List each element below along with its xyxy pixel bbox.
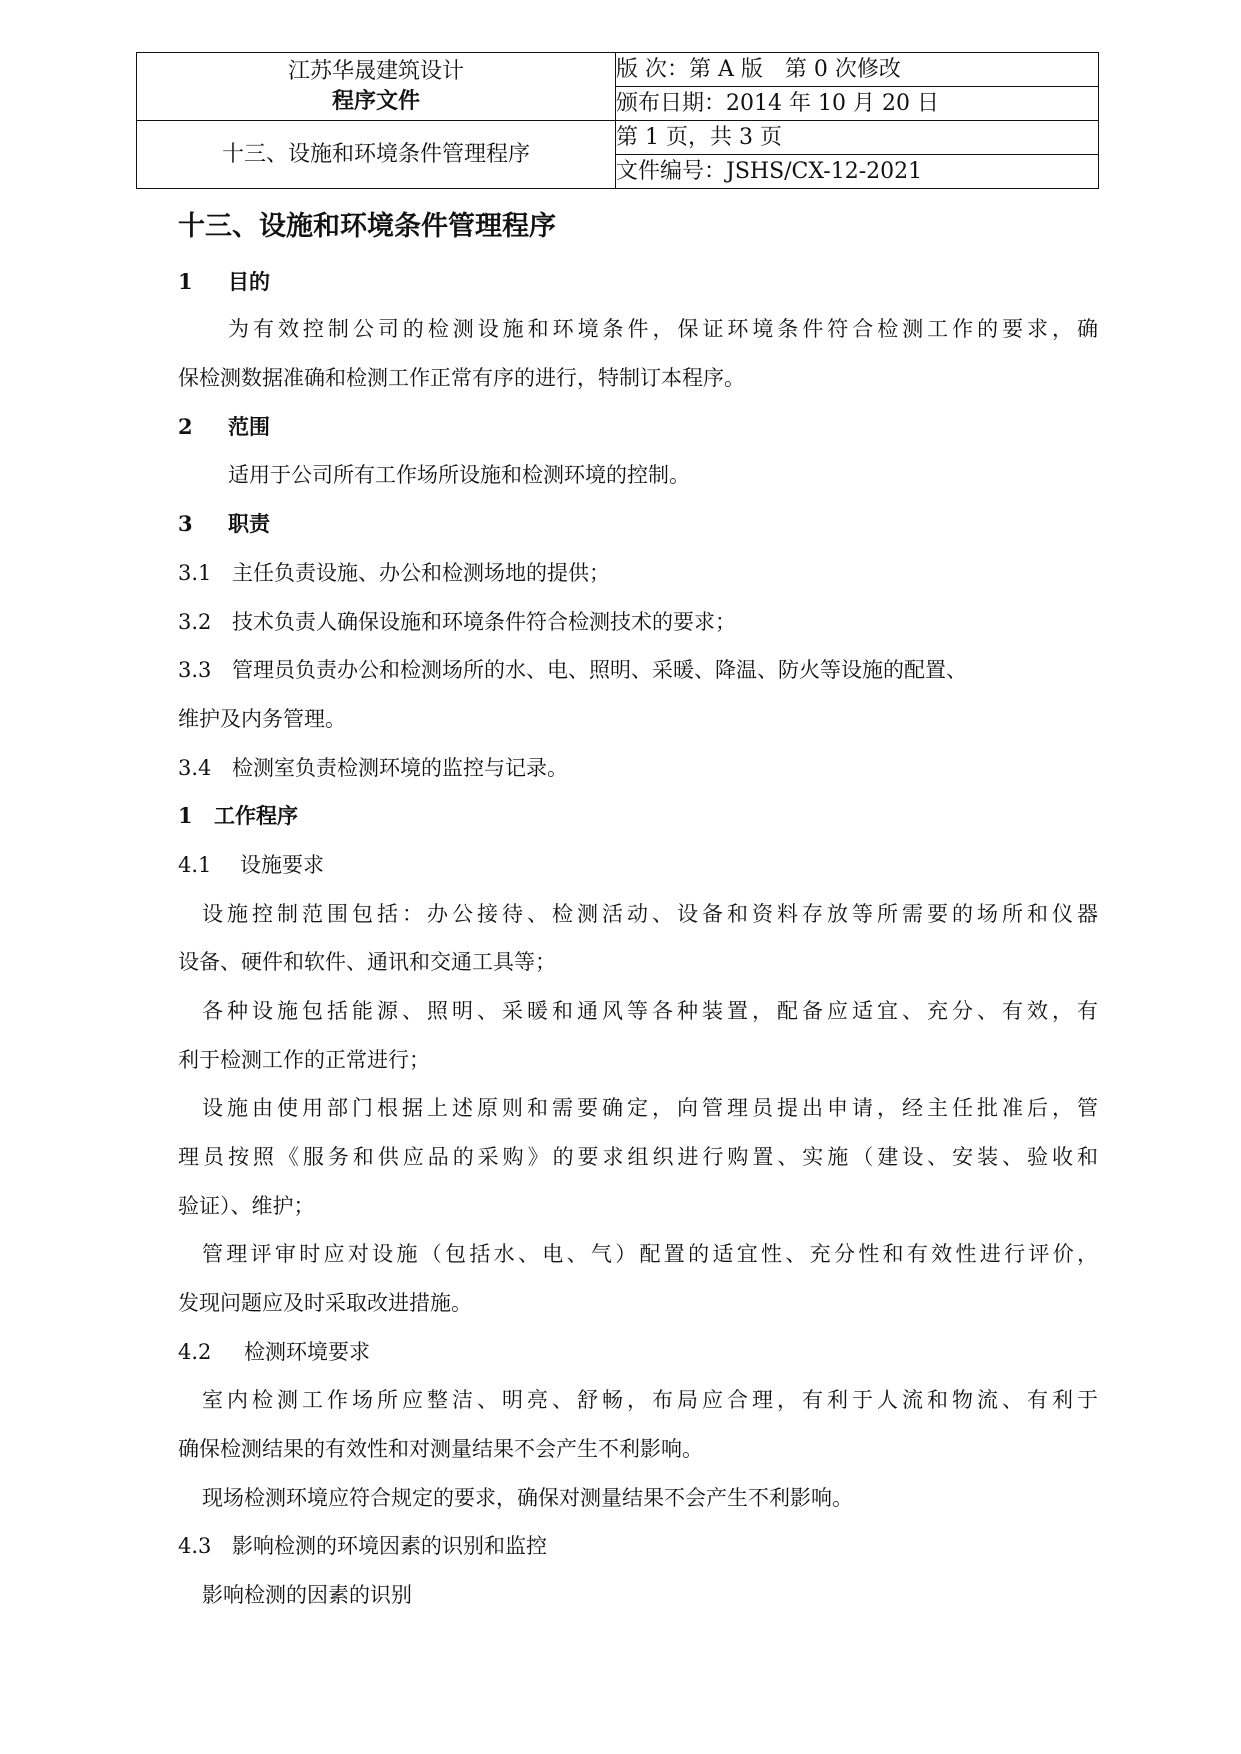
subsection-heading <box>178 849 324 879</box>
item-text: 设施要求 <box>240 853 324 877</box>
item-text: 检测环境要求 <box>244 1340 370 1364</box>
item-number: 4.1 <box>178 853 212 877</box>
subsection-heading <box>178 1336 370 1366</box>
section-number: 1 <box>178 803 193 828</box>
list-item <box>178 557 610 587</box>
header-company-cell <box>137 53 616 121</box>
section-heading-responsibilities <box>178 508 270 538</box>
section-number: 2 <box>178 414 193 439</box>
paragraph-line: 影响检测的因素的识别 <box>202 1583 412 1607</box>
paragraph-line: 设施控制范围包括：办公接待、检测活动、设备和资料存放等所需要的场所和仪器 <box>202 902 1098 926</box>
list-item <box>178 752 568 782</box>
item-number: 3.4 <box>178 756 212 780</box>
procedure-name-cell: 十三、设施和环境条件管理程序 <box>137 121 616 189</box>
document-type: 程序文件 <box>331 88 420 114</box>
section-heading-procedure <box>178 800 298 830</box>
paragraph-line: 现场检测环境应符合规定的要求，确保对测量结果不会产生不利影响。 <box>202 1486 853 1510</box>
item-number: 4.3 <box>178 1534 212 1558</box>
edition-cell: 版 次：第 A 版 第 0 次修改 <box>616 53 1099 87</box>
company-name: 江苏华晟建筑设计 <box>287 58 464 84</box>
paragraph-line: 验证）、维护； <box>178 1194 315 1218</box>
item-number: 3.1 <box>178 561 212 585</box>
document-title: 十三、设施和环境条件管理程序 <box>178 211 556 242</box>
page-number-cell: 第 1 页，共 3 页 <box>616 121 1099 155</box>
paragraph-line: 为有效控制公司的检测设施和环境条件，保证环境条件符合检测工作的要求，确 <box>228 317 1098 341</box>
paragraph-line: 确保检测结果的有效性和对测量结果不会产生不利影响。 <box>178 1437 703 1461</box>
paragraph-line: 理员按照《服务和供应品的采购》的要求组织进行购置、实施（建设、安装、验收和 <box>178 1145 1098 1169</box>
file-number-cell: 文件编号：JSHS/CX-12-2021 <box>616 155 1099 189</box>
section-number: 1 <box>178 269 193 294</box>
section-title: 范围 <box>228 415 270 439</box>
item-text: 技术负责人确保设施和环境条件符合检测技术的要求； <box>232 610 736 634</box>
item-text: 检测室负责检测环境的监控与记录。 <box>232 756 568 780</box>
subsection-heading <box>178 1530 547 1560</box>
section-title: 目的 <box>228 270 270 294</box>
section-heading-scope <box>178 411 270 441</box>
issue-date-cell: 颁布日期：2014 年 10 月 20 日 <box>616 87 1099 121</box>
item-text: 主任负责设施、办公和检测场地的提供； <box>232 561 610 585</box>
paragraph-line: 管理评审时应对设施（包括水、电、气）配置的适宜性、充分性和有效性进行评价， <box>202 1242 1098 1266</box>
paragraph-line: 维护及内务管理。 <box>178 707 346 731</box>
section-heading-purpose <box>178 266 270 296</box>
section-title: 职责 <box>228 512 270 536</box>
item-number: 3.3 <box>178 658 212 682</box>
list-item <box>178 654 967 684</box>
item-text: 管理员负责办公和检测场所的水、电、照明、采暖、降温、防火等设施的配置、 <box>232 658 967 682</box>
document-header-table <box>136 52 1099 189</box>
paragraph-line: 发现问题应及时采取改进措施。 <box>178 1291 472 1315</box>
paragraph-line: 设施由使用部门根据上述原则和需要确定，向管理员提出申请，经主任批准后，管 <box>202 1096 1098 1120</box>
paragraph-line: 适用于公司所有工作场所设施和检测环境的控制。 <box>228 463 690 487</box>
paragraph-line: 室内检测工作场所应整洁、明亮、舒畅，布局应合理，有利于人流和物流、有利于 <box>202 1388 1098 1412</box>
section-number: 3 <box>178 511 193 536</box>
paragraph-line: 利于检测工作的正常进行； <box>178 1048 430 1072</box>
item-text: 影响检测的环境因素的识别和监控 <box>232 1534 547 1558</box>
section-title: 工作程序 <box>214 804 298 828</box>
list-item <box>178 606 736 636</box>
paragraph-line: 保检测数据准确和检测工作正常有序的进行，特制订本程序。 <box>178 366 745 390</box>
item-number: 3.2 <box>178 610 212 634</box>
paragraph-line: 各种设施包括能源、照明、采暖和通风等各种装置，配备应适宜、充分、有效，有 <box>202 999 1098 1023</box>
item-number: 4.2 <box>178 1340 212 1364</box>
paragraph-line: 设备、硬件和软件、通讯和交通工具等； <box>178 950 556 974</box>
